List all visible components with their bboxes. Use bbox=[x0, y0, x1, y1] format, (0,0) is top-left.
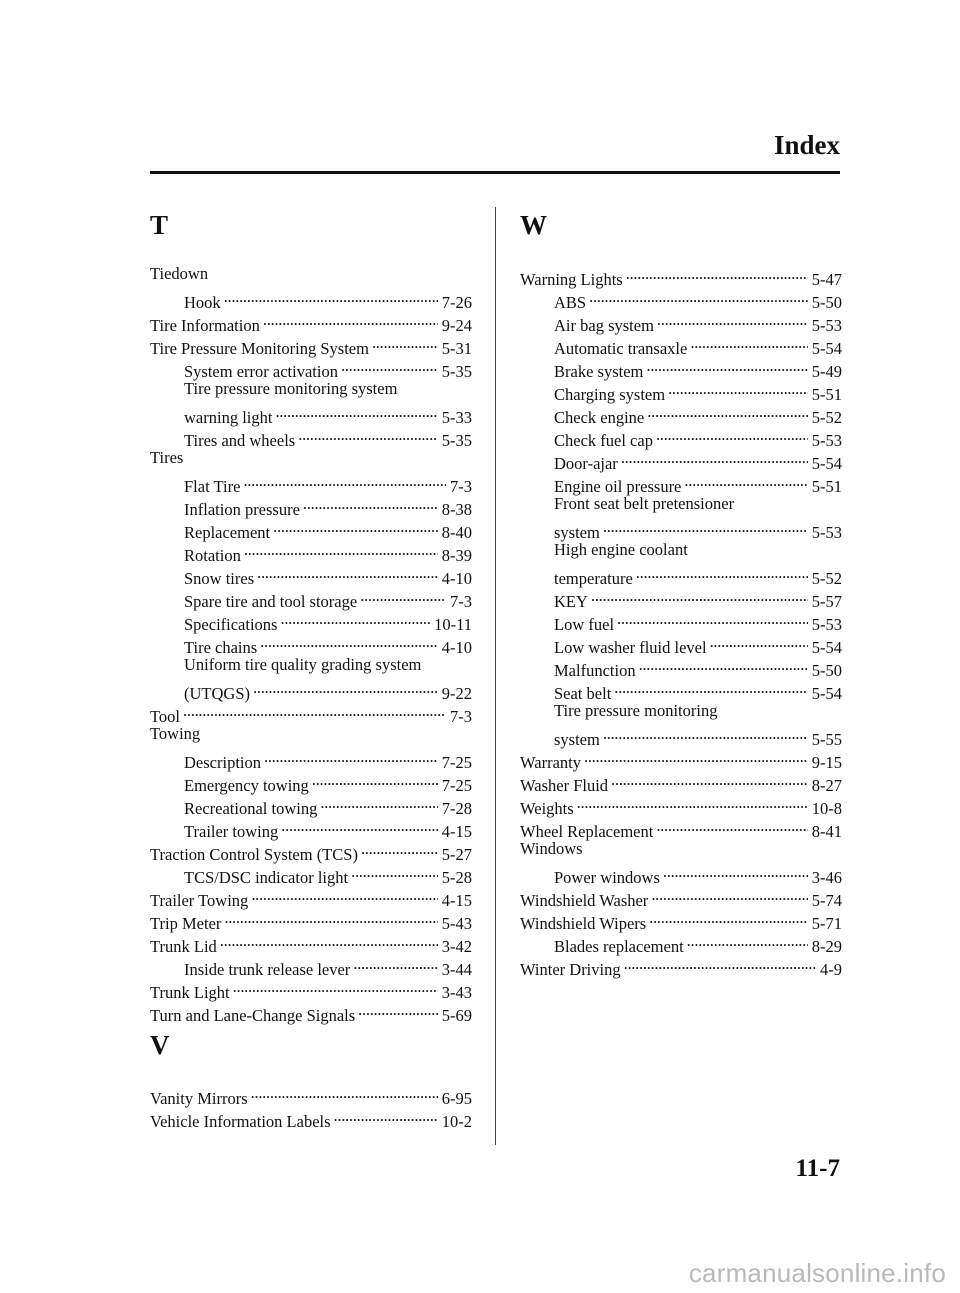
index-subentry bbox=[554, 423, 842, 450]
entry-page-ref: 4-9 bbox=[820, 960, 842, 979]
header-rule bbox=[150, 171, 840, 174]
entry-page-ref: 3-44 bbox=[441, 960, 472, 979]
index-subentry bbox=[184, 538, 472, 565]
dot-leader bbox=[577, 791, 808, 814]
entry-text: Check fuel cap bbox=[554, 431, 653, 450]
index-subentry bbox=[554, 515, 842, 542]
entry-page-ref: 5-54 bbox=[811, 339, 842, 358]
entry-page-ref: 5-54 bbox=[811, 684, 842, 703]
dot-leader bbox=[263, 308, 438, 331]
entry-text: Trunk Light bbox=[150, 983, 230, 1002]
index-subentry bbox=[184, 607, 472, 634]
section-letter: T bbox=[150, 210, 169, 240]
entry-page-ref: 7-25 bbox=[441, 753, 472, 772]
index-subentry bbox=[554, 446, 842, 473]
dot-leader bbox=[687, 929, 808, 952]
entry-page-ref: 5-33 bbox=[441, 408, 472, 427]
entry-text: Malfunction bbox=[554, 661, 636, 680]
index-subentry bbox=[184, 860, 472, 887]
entry-page-ref: 3-46 bbox=[811, 868, 842, 887]
dot-leader bbox=[312, 768, 438, 791]
index-subentry bbox=[554, 400, 842, 427]
entry-page-ref: 8-38 bbox=[441, 500, 472, 519]
entry-page-ref: 5-27 bbox=[441, 845, 472, 864]
entry-text: Vanity Mirrors bbox=[150, 1089, 248, 1108]
index-entry bbox=[520, 883, 842, 910]
dot-leader bbox=[251, 883, 437, 906]
index-subentry bbox=[184, 561, 472, 588]
entry-text: Tire Information bbox=[150, 316, 260, 335]
entry-text: ABS bbox=[554, 293, 587, 312]
entry-text: Spare tire and tool storage bbox=[184, 592, 358, 611]
index-entry bbox=[520, 745, 842, 772]
dot-leader bbox=[656, 814, 807, 837]
entry-page-ref: 5-53 bbox=[811, 316, 842, 335]
dot-leader bbox=[584, 745, 808, 768]
entry-page-ref: 3-42 bbox=[441, 937, 472, 956]
entry-text: Tire pressure monitoring bbox=[554, 701, 718, 720]
entry-text: Tire Pressure Monitoring System bbox=[150, 339, 369, 358]
dot-leader bbox=[298, 423, 438, 446]
index-subentry bbox=[554, 308, 842, 335]
entry-text: Tiedown bbox=[150, 264, 209, 283]
entry-text: Windshield Wipers bbox=[520, 914, 647, 933]
dot-leader bbox=[220, 929, 438, 952]
entry-text: High engine coolant bbox=[554, 540, 688, 559]
entry-text: TCS/DSC indicator light bbox=[184, 868, 349, 887]
index-subentry bbox=[554, 699, 842, 722]
entry-page-ref: 6-95 bbox=[441, 1089, 472, 1108]
dot-leader bbox=[260, 630, 438, 653]
entry-page-ref: 9-15 bbox=[811, 753, 842, 772]
entry-page-ref: 5-74 bbox=[811, 891, 842, 910]
entry-text: Hook bbox=[184, 293, 221, 312]
entry-text: Inside trunk release lever bbox=[184, 960, 351, 979]
index-subentry bbox=[184, 492, 472, 519]
dot-leader bbox=[651, 883, 807, 906]
dot-leader bbox=[280, 607, 430, 630]
index-subentry bbox=[184, 377, 472, 400]
entry-text: Power windows bbox=[554, 868, 660, 887]
dot-leader bbox=[649, 906, 808, 929]
entry-text: Brake system bbox=[554, 362, 644, 381]
entry-text: system bbox=[554, 523, 600, 542]
entry-text: Low washer fluid level bbox=[554, 638, 707, 657]
entry-text: Door-ajar bbox=[554, 454, 618, 473]
dot-leader bbox=[351, 860, 438, 883]
dot-leader bbox=[183, 699, 446, 722]
dot-leader bbox=[233, 975, 438, 998]
entry-text: Inflation pressure bbox=[184, 500, 300, 519]
index-subentry bbox=[554, 469, 842, 496]
dot-leader bbox=[621, 446, 808, 469]
index-entry bbox=[150, 837, 472, 864]
index-entry bbox=[520, 814, 842, 841]
entry-page-ref: 7-26 bbox=[441, 293, 472, 312]
dot-leader bbox=[617, 607, 808, 630]
dot-leader bbox=[656, 423, 808, 446]
index-entry bbox=[520, 906, 842, 933]
dot-leader bbox=[273, 515, 438, 538]
dot-leader bbox=[275, 400, 437, 423]
index-entry bbox=[520, 768, 842, 795]
entry-text: Towing bbox=[150, 724, 201, 743]
index-subentry bbox=[184, 814, 472, 841]
entry-page-ref: 5-35 bbox=[441, 431, 472, 450]
entry-text: Tire pressure monitoring system bbox=[184, 379, 398, 398]
entry-page-ref: 5-71 bbox=[811, 914, 842, 933]
index-entry bbox=[150, 1081, 472, 1108]
index-subentry bbox=[184, 354, 472, 381]
index-entry bbox=[150, 308, 472, 335]
entry-text: Snow tires bbox=[184, 569, 255, 588]
index-subentry bbox=[554, 630, 842, 657]
entry-text: Windshield Washer bbox=[520, 891, 649, 910]
dot-leader bbox=[589, 285, 808, 308]
index-subentry bbox=[184, 952, 472, 979]
entry-page-ref: 5-51 bbox=[811, 385, 842, 404]
index-subentry bbox=[554, 561, 842, 588]
entry-text: Front seat belt pretensioner bbox=[554, 494, 735, 513]
entry-text: system bbox=[554, 730, 600, 749]
entry-page-ref: 7-3 bbox=[450, 707, 472, 726]
dot-leader bbox=[636, 561, 808, 584]
entry-page-ref: 5-35 bbox=[441, 362, 472, 381]
dot-leader bbox=[224, 906, 437, 929]
entry-text: Windows bbox=[520, 839, 583, 858]
dot-leader bbox=[253, 676, 438, 699]
dot-leader bbox=[646, 354, 807, 377]
entry-page-ref: 4-15 bbox=[441, 891, 472, 910]
index-entry bbox=[150, 883, 472, 910]
index-entry bbox=[150, 906, 472, 933]
index-entry bbox=[150, 262, 472, 285]
dot-leader bbox=[360, 584, 446, 607]
dot-leader bbox=[710, 630, 808, 653]
index-subentry bbox=[554, 676, 842, 703]
dot-leader bbox=[251, 1081, 438, 1104]
index-entry bbox=[520, 952, 842, 979]
entry-text: warning light bbox=[184, 408, 273, 427]
index-subentry bbox=[554, 607, 842, 634]
entry-page-ref: 5-50 bbox=[811, 661, 842, 680]
dot-leader bbox=[647, 400, 807, 423]
entry-page-ref: 5-49 bbox=[811, 362, 842, 381]
entry-text: Charging system bbox=[554, 385, 666, 404]
dot-leader bbox=[244, 538, 438, 561]
index-entry bbox=[520, 262, 842, 289]
entry-page-ref: 8-29 bbox=[811, 937, 842, 956]
index-entry bbox=[150, 929, 472, 956]
index-subentry bbox=[184, 745, 472, 772]
dot-leader bbox=[303, 492, 438, 515]
index-entry bbox=[150, 722, 472, 745]
column-divider bbox=[495, 207, 496, 1145]
entry-page-ref: 5-50 bbox=[811, 293, 842, 312]
entry-text: Trailer towing bbox=[184, 822, 279, 841]
index-entry bbox=[150, 1104, 472, 1131]
entry-text: Turn and Lane-Change Signals bbox=[150, 1006, 356, 1025]
dot-leader bbox=[668, 377, 808, 400]
entry-text: Air bag system bbox=[554, 316, 654, 335]
index-subentry bbox=[184, 515, 472, 542]
index-subentry bbox=[554, 285, 842, 312]
index-subentry bbox=[184, 791, 472, 818]
entry-page-ref: 8-27 bbox=[811, 776, 842, 795]
entry-page-ref: 7-25 bbox=[441, 776, 472, 795]
entry-text: Specifications bbox=[184, 615, 278, 634]
section-letter: V bbox=[150, 1030, 170, 1060]
index-subentry bbox=[554, 331, 842, 358]
dot-leader bbox=[690, 331, 807, 354]
index-subentry bbox=[184, 400, 472, 427]
index-subentry bbox=[554, 354, 842, 381]
entry-text: Automatic transaxle bbox=[554, 339, 688, 358]
entry-page-ref: 5-43 bbox=[441, 914, 472, 933]
entry-page-ref: 8-40 bbox=[441, 523, 472, 542]
entry-text: Tool bbox=[150, 707, 181, 726]
entry-page-ref: 5-47 bbox=[811, 270, 842, 289]
dot-leader bbox=[603, 515, 808, 538]
index-entry bbox=[520, 791, 842, 818]
entry-text: Low fuel bbox=[554, 615, 615, 634]
entry-text: Emergency towing bbox=[184, 776, 309, 795]
section-letter: W bbox=[520, 210, 547, 240]
entry-page-ref: 10-11 bbox=[434, 615, 472, 634]
dot-leader bbox=[684, 469, 807, 492]
index-entry bbox=[150, 998, 472, 1025]
entry-page-ref: 5-52 bbox=[811, 408, 842, 427]
entry-text: Tire chains bbox=[184, 638, 258, 657]
entry-page-ref: 5-53 bbox=[811, 431, 842, 450]
index-subentry bbox=[184, 584, 472, 611]
entry-text: Tires and wheels bbox=[184, 431, 296, 450]
index-entry bbox=[150, 699, 472, 726]
index-subentry bbox=[554, 722, 842, 749]
index-subentry bbox=[554, 538, 842, 561]
dot-leader bbox=[624, 952, 816, 975]
dot-leader bbox=[243, 469, 446, 492]
entry-text: Winter Driving bbox=[520, 960, 621, 979]
entry-text: temperature bbox=[554, 569, 633, 588]
entry-page-ref: 4-10 bbox=[441, 638, 472, 657]
entry-text: Tires bbox=[150, 448, 184, 467]
entry-page-ref: 7-3 bbox=[450, 592, 472, 611]
entry-page-ref: 5-55 bbox=[811, 730, 842, 749]
entry-text: Engine oil pressure bbox=[554, 477, 682, 496]
dot-leader bbox=[264, 745, 438, 768]
dot-leader bbox=[657, 308, 808, 331]
entry-text: System error activation bbox=[184, 362, 338, 381]
dot-leader bbox=[361, 837, 438, 860]
entry-page-ref: 5-54 bbox=[811, 454, 842, 473]
entry-page-ref: 5-51 bbox=[811, 477, 842, 496]
entry-page-ref: 5-57 bbox=[811, 592, 842, 611]
dot-leader bbox=[639, 653, 808, 676]
index-subentry bbox=[554, 929, 842, 956]
page-title: Index bbox=[773, 130, 840, 160]
index-subentry bbox=[554, 377, 842, 404]
entry-text: Blades replacement bbox=[554, 937, 684, 956]
entry-text: Recreational towing bbox=[184, 799, 318, 818]
index-subentry bbox=[184, 768, 472, 795]
entry-page-ref: 4-15 bbox=[441, 822, 472, 841]
dot-leader bbox=[611, 768, 808, 791]
entry-page-ref: 8-41 bbox=[811, 822, 842, 841]
entry-text: Vehicle Information Labels bbox=[150, 1112, 331, 1131]
entry-text: Seat belt bbox=[554, 684, 612, 703]
entry-text: Washer Fluid bbox=[520, 776, 609, 795]
entry-page-ref: 8-39 bbox=[441, 546, 472, 565]
entry-text: Trunk Lid bbox=[150, 937, 217, 956]
entry-text: Warranty bbox=[520, 753, 581, 772]
entry-page-ref: 5-28 bbox=[441, 868, 472, 887]
entry-text: Uniform tire quality grading system bbox=[184, 655, 422, 674]
entry-page-ref: 3-43 bbox=[441, 983, 472, 1002]
dot-leader bbox=[224, 285, 438, 308]
index-subentry bbox=[184, 469, 472, 496]
entry-page-ref: 5-54 bbox=[811, 638, 842, 657]
index-subentry bbox=[554, 584, 842, 611]
index-entry bbox=[520, 837, 842, 860]
entry-text: Flat Tire bbox=[184, 477, 241, 496]
dot-leader bbox=[626, 262, 808, 285]
entry-text: KEY bbox=[554, 592, 588, 611]
entry-text: Weights bbox=[520, 799, 574, 818]
entry-page-ref: 10-8 bbox=[811, 799, 842, 818]
dot-leader bbox=[353, 952, 437, 975]
index-subentry bbox=[184, 653, 472, 676]
index-entry bbox=[150, 331, 472, 358]
index-subentry bbox=[184, 285, 472, 312]
dot-leader bbox=[663, 860, 808, 883]
entry-page-ref: 5-53 bbox=[811, 523, 842, 542]
entry-page-ref: 5-53 bbox=[811, 615, 842, 634]
entry-text: Check engine bbox=[554, 408, 645, 427]
dot-leader bbox=[341, 354, 438, 377]
index-entry bbox=[150, 975, 472, 1002]
dot-leader bbox=[603, 722, 808, 745]
entry-text: Trailer Towing bbox=[150, 891, 249, 910]
watermark-text: carmanualsonline.info bbox=[688, 1258, 946, 1288]
dot-leader bbox=[281, 814, 437, 837]
entry-text: Replacement bbox=[184, 523, 271, 542]
entry-text: Rotation bbox=[184, 546, 241, 565]
dot-leader bbox=[334, 1104, 438, 1127]
index-subentry bbox=[554, 653, 842, 680]
dot-leader bbox=[358, 998, 438, 1021]
dot-leader bbox=[257, 561, 438, 584]
entry-page-ref: 5-69 bbox=[441, 1006, 472, 1025]
index-subentry bbox=[184, 630, 472, 657]
entry-page-ref: 5-31 bbox=[441, 339, 472, 358]
index-subentry bbox=[184, 423, 472, 450]
entry-text: Description bbox=[184, 753, 261, 772]
entry-page-ref: 7-28 bbox=[441, 799, 472, 818]
page-number: 11-7 bbox=[795, 1155, 840, 1182]
entry-page-ref: 10-2 bbox=[441, 1112, 472, 1131]
entry-page-ref: 5-52 bbox=[811, 569, 842, 588]
entry-text: Wheel Replacement bbox=[520, 822, 654, 841]
dot-leader bbox=[614, 676, 807, 699]
entry-text: (UTQGS) bbox=[184, 684, 250, 703]
entry-page-ref: 7-3 bbox=[450, 477, 472, 496]
dot-leader bbox=[320, 791, 437, 814]
entry-text: Warning Lights bbox=[520, 270, 623, 289]
index-subentry bbox=[554, 492, 842, 515]
dot-leader bbox=[591, 584, 808, 607]
index-entry bbox=[150, 446, 472, 469]
index-subentry bbox=[554, 860, 842, 887]
dot-leader bbox=[372, 331, 438, 354]
index-subentry bbox=[184, 676, 472, 703]
entry-text: Traction Control System (TCS) bbox=[150, 845, 358, 864]
entry-page-ref: 9-24 bbox=[441, 316, 472, 335]
entry-page-ref: 4-10 bbox=[441, 569, 472, 588]
entry-text: Trip Meter bbox=[150, 914, 222, 933]
entry-page-ref: 9-22 bbox=[441, 684, 472, 703]
